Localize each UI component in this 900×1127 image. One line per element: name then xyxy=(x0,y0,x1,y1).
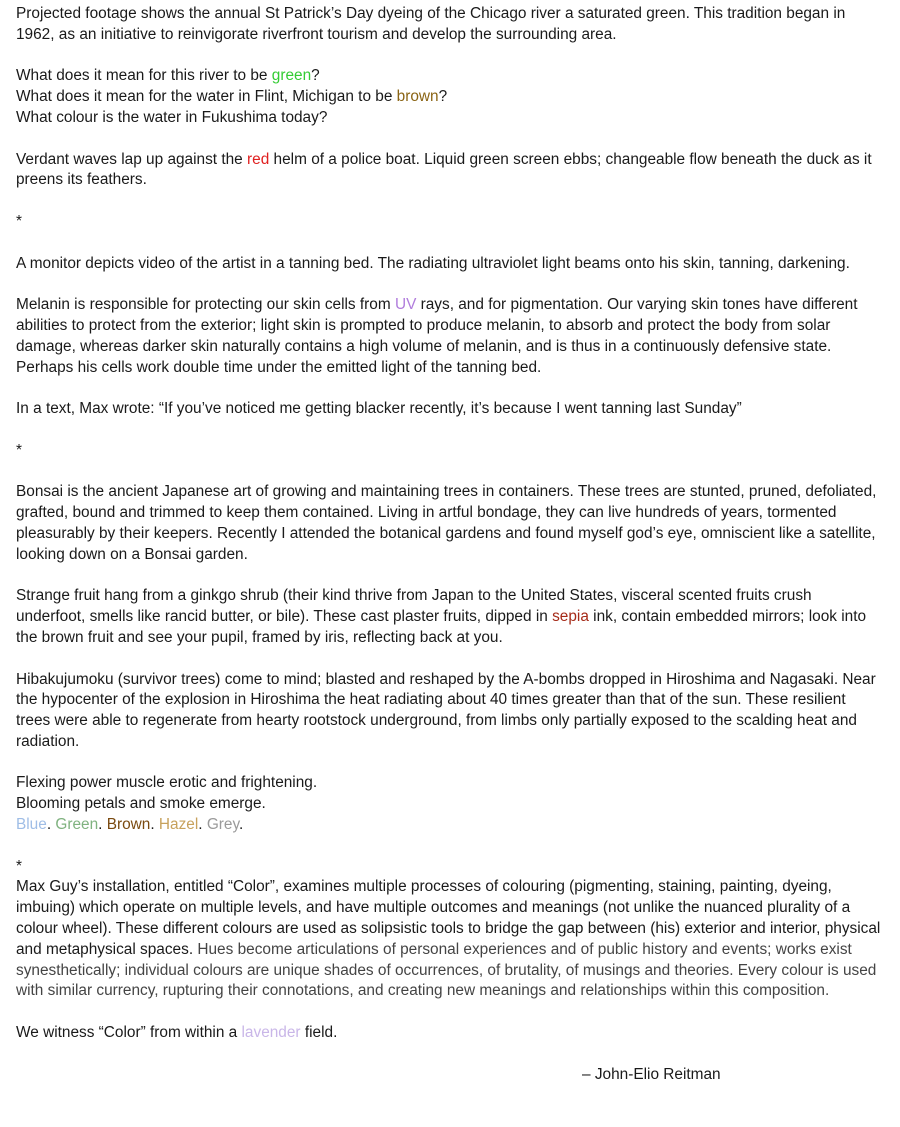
paragraph-max-text-quote: In a text, Max wrote: “If you’ve noticed me getting blacker recently, it’s because I went tanning last Sunday” xyxy=(16,400,742,418)
color-word-uv: UV xyxy=(394,296,417,314)
color-word-sepia: sepia xyxy=(552,608,589,626)
color-word-red: red xyxy=(247,150,270,168)
eye-color-separator: . xyxy=(150,816,159,834)
eye-color-separator: . xyxy=(98,816,107,834)
question-mark: ? xyxy=(311,67,320,85)
eye-color-hazel: Hazel xyxy=(158,816,199,834)
paragraph-hibakujumoku: Hibakujumoku (survivor trees) come to mind; blasted and reshaped by the A-bombs dropped in Hiroshima and Nagasaki. Near the hypocenter of the explosion in Hiroshima the heat radiating about 40 times greater than that of the sun. These resilient trees were able to regenerate from hearty rootstock underground, from limbs only partially exposed to the scalding heat and radiation. xyxy=(16,670,876,750)
question-text: What does it mean for the water in Flint, Michigan to be xyxy=(16,88,397,106)
paragraph-melanin xyxy=(16,295,884,378)
paragraph-text: Max Guy’s installation, entitled “Color”, examines multiple processes of colouring (pigmenting, staining, painting, dyeing, imbuing) which operate on multiple levels, and have multiple outcomes and meanings (not unlike the nuanced plurality of a colour wheel). These different colours are used as solipsistic tools to bridge the gap between (his) exterior and interior, physical and metaphysical spaces. xyxy=(16,878,881,958)
paragraph-text: rays, and for pigmentation. Our varying skin tones have different abilities to protect from the exterior; light skin is prompted to produce melanin, to absorb and protect the body from solar damage, whereas darker skin naturally contains a high volume of melanin, and is thus in a continuously defensive state. Perhaps his cells work double time under the emitted light of the tanning bed. xyxy=(16,296,858,376)
question-text: What does it mean for this river to be xyxy=(16,67,272,85)
paragraph-text: Melanin is responsible for protecting our skin cells from xyxy=(16,296,395,314)
paragraph-text: field. xyxy=(300,1024,338,1042)
eye-color-end: . xyxy=(239,816,244,834)
paragraph-text-soft: Hues become articulations of personal experiences and of public history and events; works exist synesthetically; individual colours are unique shades of occurrences, of brutality, of musings and theories. Every colour is used with similar currency, rupturing their connotations, and creating new meanings and relationships within this composition. xyxy=(16,940,877,1000)
question-flint-water xyxy=(16,87,884,108)
color-word-green: green xyxy=(271,67,312,85)
paragraph-text: We witness “Color” from within a xyxy=(16,1024,242,1042)
poem-line-2: Blooming petals and smoke emerge. xyxy=(16,795,266,813)
author-signature: – John-Elio Reitman xyxy=(582,1065,721,1083)
section-divider-asterisk: * xyxy=(16,212,22,230)
question-green-river xyxy=(16,66,884,87)
eye-color-separator: . xyxy=(46,816,56,834)
eye-color-grey: Grey xyxy=(206,816,240,834)
paragraph-tanning-monitor: A monitor depicts video of the artist in a tanning bed. The radiating ultraviolet light beams onto his skin, tanning, darkening. xyxy=(16,254,850,272)
eye-colors-line xyxy=(16,815,884,836)
paragraph-chicago-river: Projected footage shows the annual St Patrick’s Day dyeing of the Chicago river a saturated green. This tradition began in 1962, as an initiative to reinvigorate riverfront tourism and develop the surrounding area. xyxy=(16,5,846,43)
paragraph-text: ink, contain embedded mirrors; look into the brown fruit and see your pupil, framed by iris, reflecting back at you. xyxy=(16,608,867,646)
color-word-brown: brown xyxy=(396,88,439,106)
section-divider-asterisk: * xyxy=(16,857,22,875)
paragraph-text: Strange fruit hang from a ginkgo shrub (their kind thrive from Japan to the United States, visceral scented fruits crush underfoot, smells like rancid butter, or bile). These cast plaster fruits, dipped in xyxy=(16,587,812,626)
question-mark: ? xyxy=(438,88,448,106)
question-fukushima: What colour is the water in Fukushima today? xyxy=(16,108,328,126)
paragraph-verdant-waves xyxy=(16,150,884,192)
paragraph-text: helm of a police boat. Liquid green screen ebbs; changeable flow beneath the duck as it preens its feathers. xyxy=(16,150,872,189)
paragraph-ginkgo-fruit xyxy=(16,586,884,648)
color-word-lavender: lavender xyxy=(241,1024,301,1042)
eye-color-brown: Brown xyxy=(106,816,151,834)
poem-line-1: Flexing power muscle erotic and frightening. xyxy=(16,774,318,792)
section-divider-asterisk: * xyxy=(16,441,22,459)
paragraph-lavender-field xyxy=(16,1023,884,1044)
eye-color-blue: Blue xyxy=(16,816,47,834)
paragraph-bonsai: Bonsai is the ancient Japanese art of growing and maintaining trees in containers. These trees are stunted, pruned, defoliated, grafted, bound and trimmed to keep them contained. Living in artful bondage, they can live hundreds of years, tormented pleasurably by their keepers. Recently I attended the botanical gardens and found myself god’s eye, omniscient like a satellite, looking down on a Bonsai garden. xyxy=(16,483,877,563)
paragraph-installation-color xyxy=(16,877,884,1002)
eye-color-separator: . xyxy=(198,816,207,834)
eye-color-green: Green xyxy=(55,816,99,834)
paragraph-text: Verdant waves lap up against the xyxy=(16,150,248,168)
